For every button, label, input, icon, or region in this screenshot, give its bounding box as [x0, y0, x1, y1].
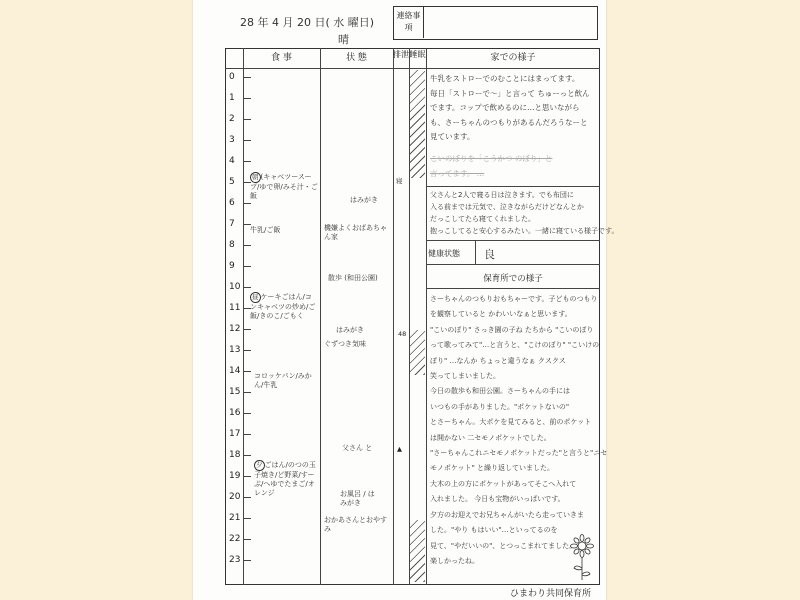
- home-text-block: 牛乳をストローでのむことにはまってます。 毎日「ストローで〜」と言って ちゅーっと飲ん でます。コップで飲めるのに…と思いながら も、さーちゃんのつもりがあるんだろうなーと 見ています。: [430, 74, 590, 141]
- hour-label: 10: [229, 282, 241, 292]
- weather-field: 晴: [338, 33, 349, 46]
- hour-tick: [243, 77, 251, 78]
- nursery-line: 今日の散歩も和田公園。さーちゃんの手には: [430, 387, 570, 396]
- hour-label: 3: [229, 135, 235, 145]
- footer-nursery-name: ひまわり共同保育所: [510, 589, 592, 599]
- hour-tick: [243, 98, 251, 99]
- hour-tick: [243, 140, 251, 141]
- excretion-header: 排泄: [393, 50, 409, 59]
- nursery-line: って歌ってみて"…と言うと、"こけのぼり" "こいけの: [430, 341, 600, 350]
- sleep-bar-nap: [410, 330, 425, 375]
- hour-tick: [243, 329, 251, 330]
- hour-label: 13: [229, 345, 241, 355]
- hour-tick: [243, 434, 251, 435]
- state-entry: おかあさんとおやすみ: [324, 516, 387, 533]
- home-header: 家での様子: [490, 53, 536, 63]
- nursery-text-block: [430, 292, 607, 569]
- health-value: 良: [484, 248, 495, 261]
- hour-tick: [243, 119, 251, 120]
- nursery-line: 入れました。 今日も宝物がいっぱいです。: [430, 495, 565, 504]
- meal-breakfast: 朝 (キャベツースープ/ゆで卵/みそ汁・ご飯: [250, 173, 318, 200]
- sleep-column-divider: [426, 48, 427, 585]
- state-entry: ぐずつき気味: [324, 340, 366, 348]
- hour-tick: [243, 287, 251, 288]
- hour-tick: [243, 266, 251, 267]
- nursery-line: 大木の上の方にポケットがあってそこへ入れて: [430, 479, 577, 488]
- header-row-divider: [225, 68, 600, 69]
- health-divider: [475, 240, 476, 264]
- hour-label: 8: [229, 240, 235, 250]
- hour-label: 7: [229, 219, 235, 229]
- hour-label: 18: [229, 450, 241, 460]
- hour-column-divider: [243, 48, 244, 585]
- hour-tick: [243, 245, 251, 246]
- meal-lunch: 昼 ケーキごはん/コンキャベツの炒め/ご飯/きのこ/ごもく: [250, 293, 316, 320]
- health-label: 健康状態: [428, 249, 460, 258]
- meal-column-divider: [320, 48, 321, 585]
- nursery-title: 保育所での様子: [483, 274, 543, 284]
- nursery-line: 楽しかったね。: [430, 556, 479, 565]
- hour-label: 23: [229, 555, 241, 565]
- hour-tick: [243, 392, 251, 393]
- hour-tick: [243, 413, 251, 414]
- nursery-line: は開かない 二セモノポケットでした。: [430, 433, 551, 442]
- excretion-mark: ▲: [397, 445, 402, 453]
- hour-tick: [243, 203, 251, 204]
- hour-label: 11: [229, 303, 241, 313]
- state-entry: 父さん と: [342, 444, 373, 452]
- hour-tick: [243, 539, 251, 540]
- state-entry: はみがき: [336, 326, 364, 334]
- state-entry: お風呂 / はみがき: [340, 490, 375, 507]
- nursery-line: ぼり" …なんか ちょっと違うなぁ クスクス: [430, 356, 566, 365]
- meal-header: 食 事: [271, 53, 292, 63]
- nursery-line: とさーちゃん。大ポケを見てみると、前のポケット: [430, 418, 592, 427]
- state-header: 状 態: [346, 53, 367, 63]
- nursery-line: 笑ってしまいました。: [430, 372, 500, 381]
- meal-morning-snack: 牛乳/ご飯: [250, 226, 281, 234]
- excretion-mark: 寝: [396, 177, 403, 185]
- hour-label: 2: [229, 114, 235, 124]
- hour-tick: [243, 224, 251, 225]
- nursery-line: を観察していると かわいいなぁと思います。: [430, 310, 572, 319]
- state-entry: 散歩 (和田公園): [328, 274, 378, 282]
- state-column-divider: [393, 48, 394, 585]
- nursery-divider: [426, 288, 600, 289]
- date-field: 28 年 4 月 20 日( 水 曜日): [240, 16, 375, 29]
- hour-label: 9: [229, 261, 235, 271]
- hour-label: 5: [229, 177, 235, 187]
- sleep-bar-evening: [410, 520, 425, 582]
- state-entry: 機嫌よくおばあちゃん家: [324, 224, 387, 241]
- sleep-bar-night: [410, 70, 425, 178]
- hour-tick: [243, 518, 251, 519]
- hour-label: 17: [229, 429, 241, 439]
- hour-tick: [243, 476, 251, 477]
- nursery-line: さーちゃんのつもりおもちゃーです。子どものつもり: [430, 295, 598, 303]
- nursery-line: いつもの手がありました。"ポケットないの": [430, 402, 570, 411]
- meal-dinner: 夕 ごはん/のつの玉子焼き/ど野菜/すーぷ/へゆでたまご/オレンジ: [254, 461, 316, 497]
- notes-box: [393, 6, 598, 40]
- hour-tick: [243, 371, 251, 372]
- nursery-line: "こいのぼり" さっき園の子ね たちから "こいのぼり: [430, 325, 594, 334]
- hour-label: 4: [229, 156, 235, 166]
- nursery-line: 見て、"やだいいの"、とつっこまれてました。: [430, 541, 577, 550]
- home-crossed-text: こいのぼりを「こうかつ のぼり」と 言ってます。 …: [430, 154, 553, 178]
- nursery-line: モノポケット" と繰り返していました。: [430, 464, 555, 473]
- hour-label: 22: [229, 534, 241, 544]
- hour-label: 12: [229, 324, 241, 334]
- hour-label: 15: [229, 387, 241, 397]
- hour-label: 6: [229, 198, 235, 208]
- hour-tick: [243, 161, 251, 162]
- sunflower-drawing: [568, 534, 596, 582]
- hour-tick: [243, 497, 251, 498]
- nursery-line: "さーちゃんこれニセモノポケットだった"と言うと"ニセ: [430, 449, 608, 458]
- hour-label: 16: [229, 408, 241, 418]
- hour-label: 1: [229, 93, 235, 103]
- hour-label: 19: [229, 471, 241, 481]
- health-bottom-divider: [426, 264, 600, 265]
- hour-tick: [243, 350, 251, 351]
- sleep-header: 睡眠: [409, 50, 426, 59]
- health-top-divider: [426, 240, 600, 241]
- hour-label: 20: [229, 492, 241, 502]
- excretion-mark: 48: [398, 330, 407, 338]
- home-divider: [426, 186, 600, 187]
- nursery-line: 夕方のお迎えでお兄ちゃんがいたら走っていきま: [430, 510, 584, 519]
- hour-label: 21: [229, 513, 241, 523]
- meal-afternoon-snack: コロッケパン/みかん/牛乳: [254, 372, 312, 389]
- state-entry: はみがき: [350, 196, 378, 204]
- hour-tick: [243, 455, 251, 456]
- hour-label: 0: [229, 72, 235, 82]
- hour-tick: [243, 560, 251, 561]
- notes-label: 連絡事項: [394, 7, 424, 38]
- home-text-block-2: 父さんと2人で寝る日は泣きます。でも布団に 入る前までは元気で、泣きながらだけどなんとか だっこしてたら寝てくれました。 抱っこしてると安心するみたい。一緒に寝ている様子です。: [430, 191, 619, 235]
- nursery-line: した。"やり もはいい"…といってるのを: [430, 526, 558, 535]
- hour-label: 14: [229, 366, 241, 376]
